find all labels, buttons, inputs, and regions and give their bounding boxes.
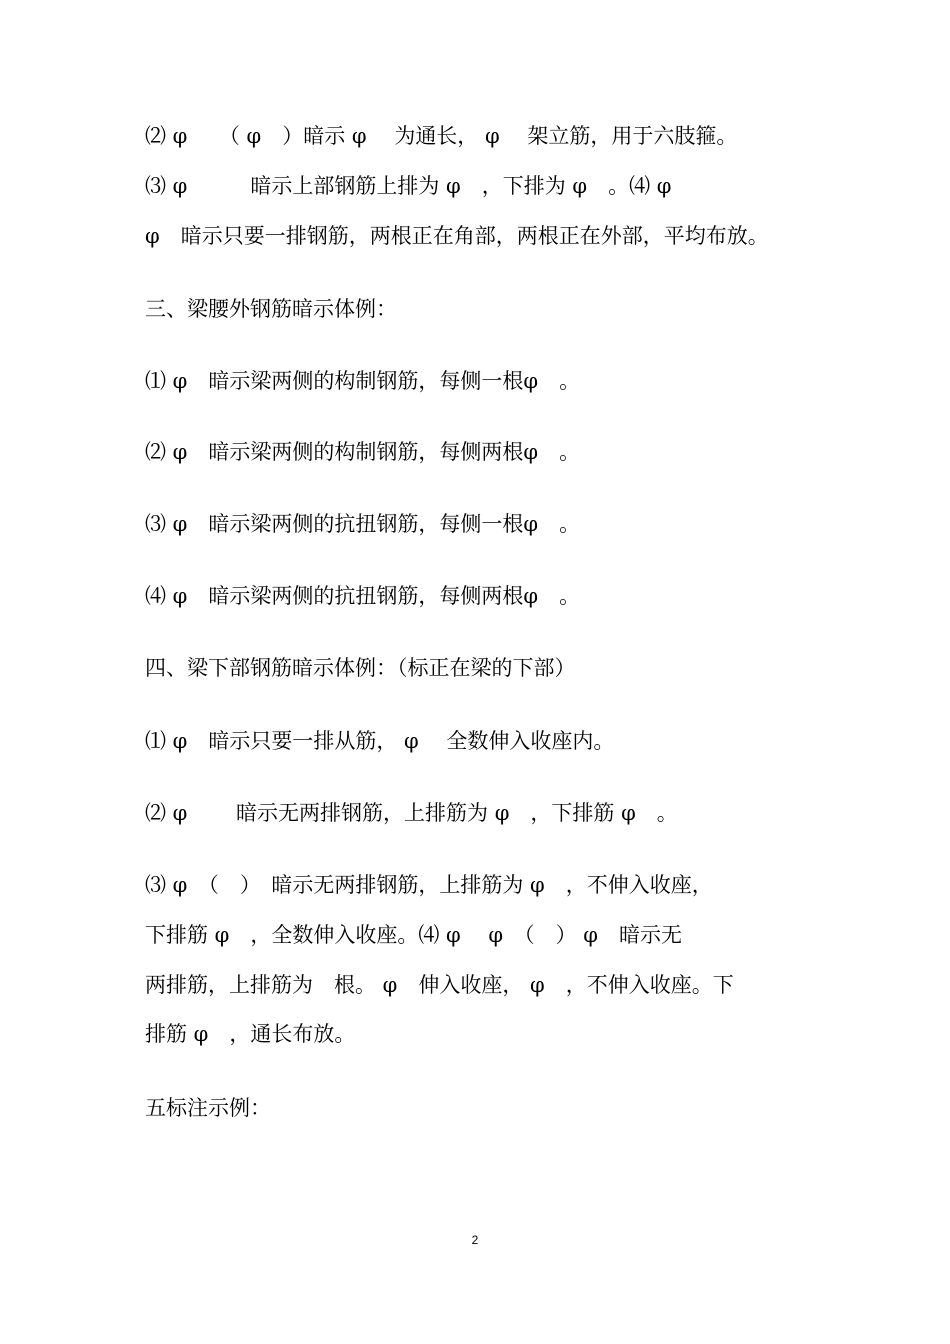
section-heading-4: 四、梁下部钢筋暗示体例：（标正在梁的下部） <box>145 656 576 680</box>
text-line-15: 排筋 φ ，通长布放。 <box>145 1022 356 1046</box>
text-line-12: ⑶ φ （ ） 暗示无两排钢筋，上排筋为 φ ，不伸入收座， <box>145 873 713 897</box>
page-number: 2 <box>471 1233 479 1247</box>
text-line-10: ⑴ φ 暗示只要一排从筋， φ 全数伸入收座内。 <box>145 729 615 753</box>
text-line-3: φ 暗示只要一排钢筋，两根正在角部，两根正在外部，平均布放。 <box>145 224 769 248</box>
text-line-6: ⑵ φ 暗示梁两侧的构制钢筋，每侧两根φ 。 <box>145 440 581 464</box>
text-line-11: ⑵ φ 暗示无两排钢筋，上排筋为 φ ，下排筋 φ 。 <box>145 801 678 825</box>
text-line-8: ⑷ φ 暗示梁两侧的抗扭钢筋，每侧两根φ 。 <box>145 584 581 608</box>
text-line-7: ⑶ φ 暗示梁两侧的抗扭钢筋，每侧一根φ 。 <box>145 512 581 536</box>
section-heading-3: 三、梁腰外钢筋暗示体例： <box>145 297 397 321</box>
text-line-2: ⑶ φ 暗示上部钢筋上排为 φ ，下排为 φ 。⑷ φ <box>145 174 672 198</box>
text-line-13: 下排筋 φ ，全数伸入收座。⑷ φ φ （ ） φ 暗示无 <box>145 923 683 947</box>
section-heading-5: 五标注示例： <box>145 1096 271 1120</box>
text-line-1: ⑵ φ （ φ ）暗示 φ 为通长， φ 架立筋，用于六肢箍。 <box>145 124 738 148</box>
text-line-14: 两排筋，上排筋为 根。 φ 伸入收座， φ ，不伸入收座。下 <box>145 973 734 997</box>
text-line-5: ⑴ φ 暗示梁两侧的构制钢筋，每侧一根φ 。 <box>145 369 581 393</box>
